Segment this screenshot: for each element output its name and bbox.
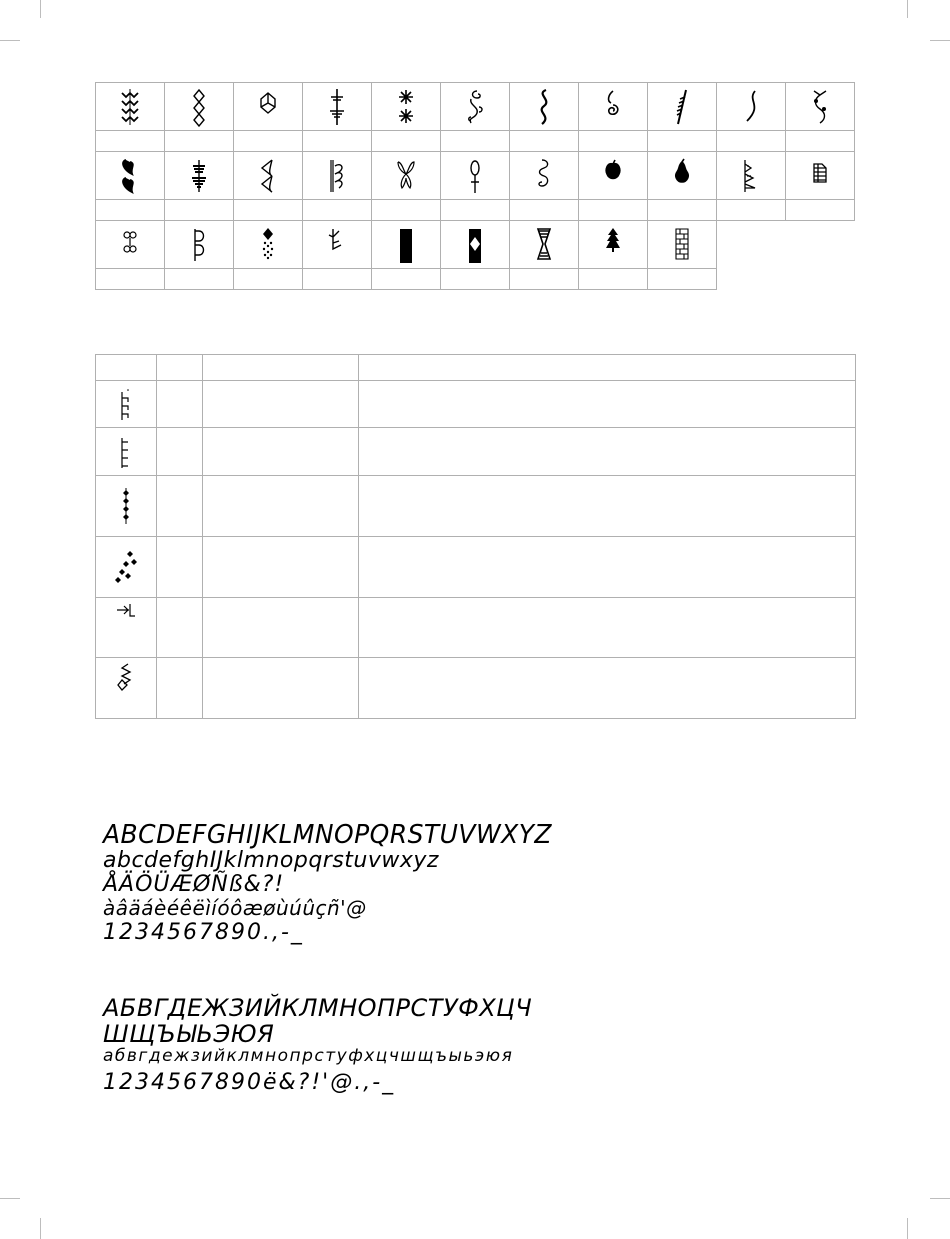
stitch-cell bbox=[441, 221, 510, 269]
stitch-cell bbox=[96, 658, 157, 719]
latin-uppercase-line: ABCDEFGHIJKLMNOPQRSTUVWXYZ bbox=[103, 820, 553, 850]
latin-special-upper-line: ÅÄÖÜÆØÑß&?! bbox=[103, 872, 285, 897]
stitch-grid bbox=[95, 82, 855, 290]
wave-s-icon bbox=[532, 87, 556, 127]
stitch-cell bbox=[648, 221, 717, 269]
stitch-dots-diagonal-icon bbox=[112, 545, 140, 589]
stitch-cell bbox=[717, 152, 786, 200]
stitch-dots-vertical-icon bbox=[116, 484, 136, 528]
cyrillic-uppercase-line-1: АБВГДЕЖЗИЙКЛМНОПРСТУФХЦЧ bbox=[103, 994, 533, 1022]
latin-digits-line: 1234567890.,-_ bbox=[103, 920, 304, 945]
table-row bbox=[96, 476, 856, 537]
stitch-cell bbox=[96, 83, 165, 131]
heart-outline-pair-icon bbox=[256, 156, 280, 196]
crop-mark bbox=[907, 0, 908, 18]
zigzag-tiers-icon bbox=[118, 87, 142, 127]
satin-slash-icon bbox=[670, 87, 694, 127]
curve-icon bbox=[739, 87, 763, 127]
stitch-cell bbox=[96, 381, 157, 428]
loop-icon bbox=[463, 156, 487, 196]
stitch-cell bbox=[579, 83, 648, 131]
table-row bbox=[96, 381, 856, 428]
stitch-tie-off-icon bbox=[114, 602, 138, 622]
latin-font-sample bbox=[103, 822, 571, 946]
stitch-cell bbox=[510, 152, 579, 200]
cyrillic-uppercase-line-2: ШЩЪЫЬЭЮЯ bbox=[103, 1020, 275, 1048]
gem-icon bbox=[256, 87, 280, 127]
snowflake-pair-icon bbox=[394, 87, 418, 127]
stitch-cell bbox=[96, 152, 165, 200]
crop-mark bbox=[0, 1198, 20, 1199]
stitch-cell bbox=[165, 152, 234, 200]
header-cell bbox=[359, 355, 856, 381]
cyrillic-digits-line: 1234567890ё&?!'@.,-_ bbox=[103, 1070, 396, 1095]
stitch-cell bbox=[234, 221, 303, 269]
crop-mark bbox=[40, 0, 41, 18]
stitch-row bbox=[96, 221, 855, 269]
crop-mark bbox=[930, 40, 950, 41]
table-row bbox=[96, 537, 856, 598]
stitch-cell bbox=[579, 221, 648, 269]
stitch-row bbox=[96, 152, 855, 200]
diamond-dots-icon bbox=[256, 225, 280, 265]
stitch-cell bbox=[786, 83, 855, 131]
crop-mark bbox=[930, 1198, 950, 1199]
satin-block-icon bbox=[394, 225, 418, 265]
stitch-cell bbox=[372, 152, 441, 200]
stitch-cell bbox=[717, 83, 786, 131]
flower-chain-icon bbox=[808, 87, 832, 127]
crop-mark bbox=[907, 1218, 908, 1239]
cross-stem-icon bbox=[325, 87, 349, 127]
stitch-cell bbox=[786, 152, 855, 200]
stitch-cell bbox=[96, 221, 165, 269]
crop-mark bbox=[0, 40, 20, 41]
rings-icon bbox=[118, 225, 142, 265]
stitch-info-table bbox=[95, 354, 856, 719]
stitch-cell bbox=[96, 476, 157, 537]
stitch-cell bbox=[234, 152, 303, 200]
table-row bbox=[96, 658, 856, 719]
scroll-icon bbox=[463, 87, 487, 127]
stitch-ladder-icon bbox=[116, 432, 136, 472]
header-cell bbox=[157, 355, 203, 381]
heart-satin-icon bbox=[187, 156, 211, 196]
swirl-loop-icon bbox=[532, 156, 556, 196]
stitch-number-row bbox=[96, 131, 855, 152]
stitch-cell bbox=[510, 221, 579, 269]
stitch-row bbox=[96, 83, 855, 131]
stitch-cell bbox=[648, 152, 717, 200]
stitch-cell bbox=[648, 83, 717, 131]
crop-mark bbox=[40, 1218, 41, 1239]
stitch-cell bbox=[579, 152, 648, 200]
house-lines-icon bbox=[808, 156, 832, 196]
stitch-cell bbox=[165, 83, 234, 131]
table-header-row bbox=[96, 355, 856, 381]
stitch-number-row bbox=[96, 269, 855, 290]
stitch-cell bbox=[441, 83, 510, 131]
spiral-icon bbox=[601, 87, 625, 127]
header-cell bbox=[203, 355, 359, 381]
stitch-cell bbox=[165, 221, 234, 269]
pear-icon bbox=[670, 156, 694, 196]
apple-icon bbox=[601, 156, 625, 196]
stitch-cell bbox=[303, 152, 372, 200]
stitch-ladder-dotted-icon bbox=[116, 384, 136, 424]
header-cell bbox=[96, 355, 157, 381]
stitch-cell bbox=[372, 221, 441, 269]
tree-icon bbox=[601, 225, 625, 265]
latin-accented-lower-line: àâäáèéêëìíóôæøùúûçñ'@ bbox=[103, 896, 367, 920]
stitch-cell bbox=[96, 537, 157, 598]
brick-icon bbox=[670, 225, 694, 265]
latin-lowercase-line: abcdefghIJklmnopqrstuvwxyz bbox=[103, 848, 439, 873]
house-icon bbox=[739, 156, 763, 196]
stitch-cell bbox=[303, 83, 372, 131]
stitch-zigzag-diamond-icon bbox=[114, 662, 138, 698]
cyrillic-font-sample bbox=[103, 996, 532, 1096]
stitch-cell bbox=[510, 83, 579, 131]
crown-icon bbox=[325, 225, 349, 265]
satin-diamond-icon bbox=[463, 225, 487, 265]
stitch-cell bbox=[234, 83, 303, 131]
stitch-cell bbox=[441, 152, 510, 200]
scallop-icon bbox=[187, 225, 211, 265]
hourglass-icon bbox=[532, 225, 556, 265]
stitch-cell bbox=[96, 598, 157, 658]
stitch-cell bbox=[303, 221, 372, 269]
table-row bbox=[96, 428, 856, 476]
stitch-cell bbox=[96, 428, 157, 476]
heart-bar-icon bbox=[325, 156, 349, 196]
stitch-number-row bbox=[96, 200, 855, 221]
stitch-cell bbox=[372, 83, 441, 131]
bow-icon bbox=[394, 156, 418, 196]
double-heart-filled-icon bbox=[118, 156, 142, 196]
diamond-chain-icon bbox=[189, 87, 209, 127]
table-row bbox=[96, 598, 856, 658]
cyrillic-lowercase-line: абвгдежзийклмнопрстуфхцчшщъыьэюя bbox=[103, 1046, 514, 1066]
